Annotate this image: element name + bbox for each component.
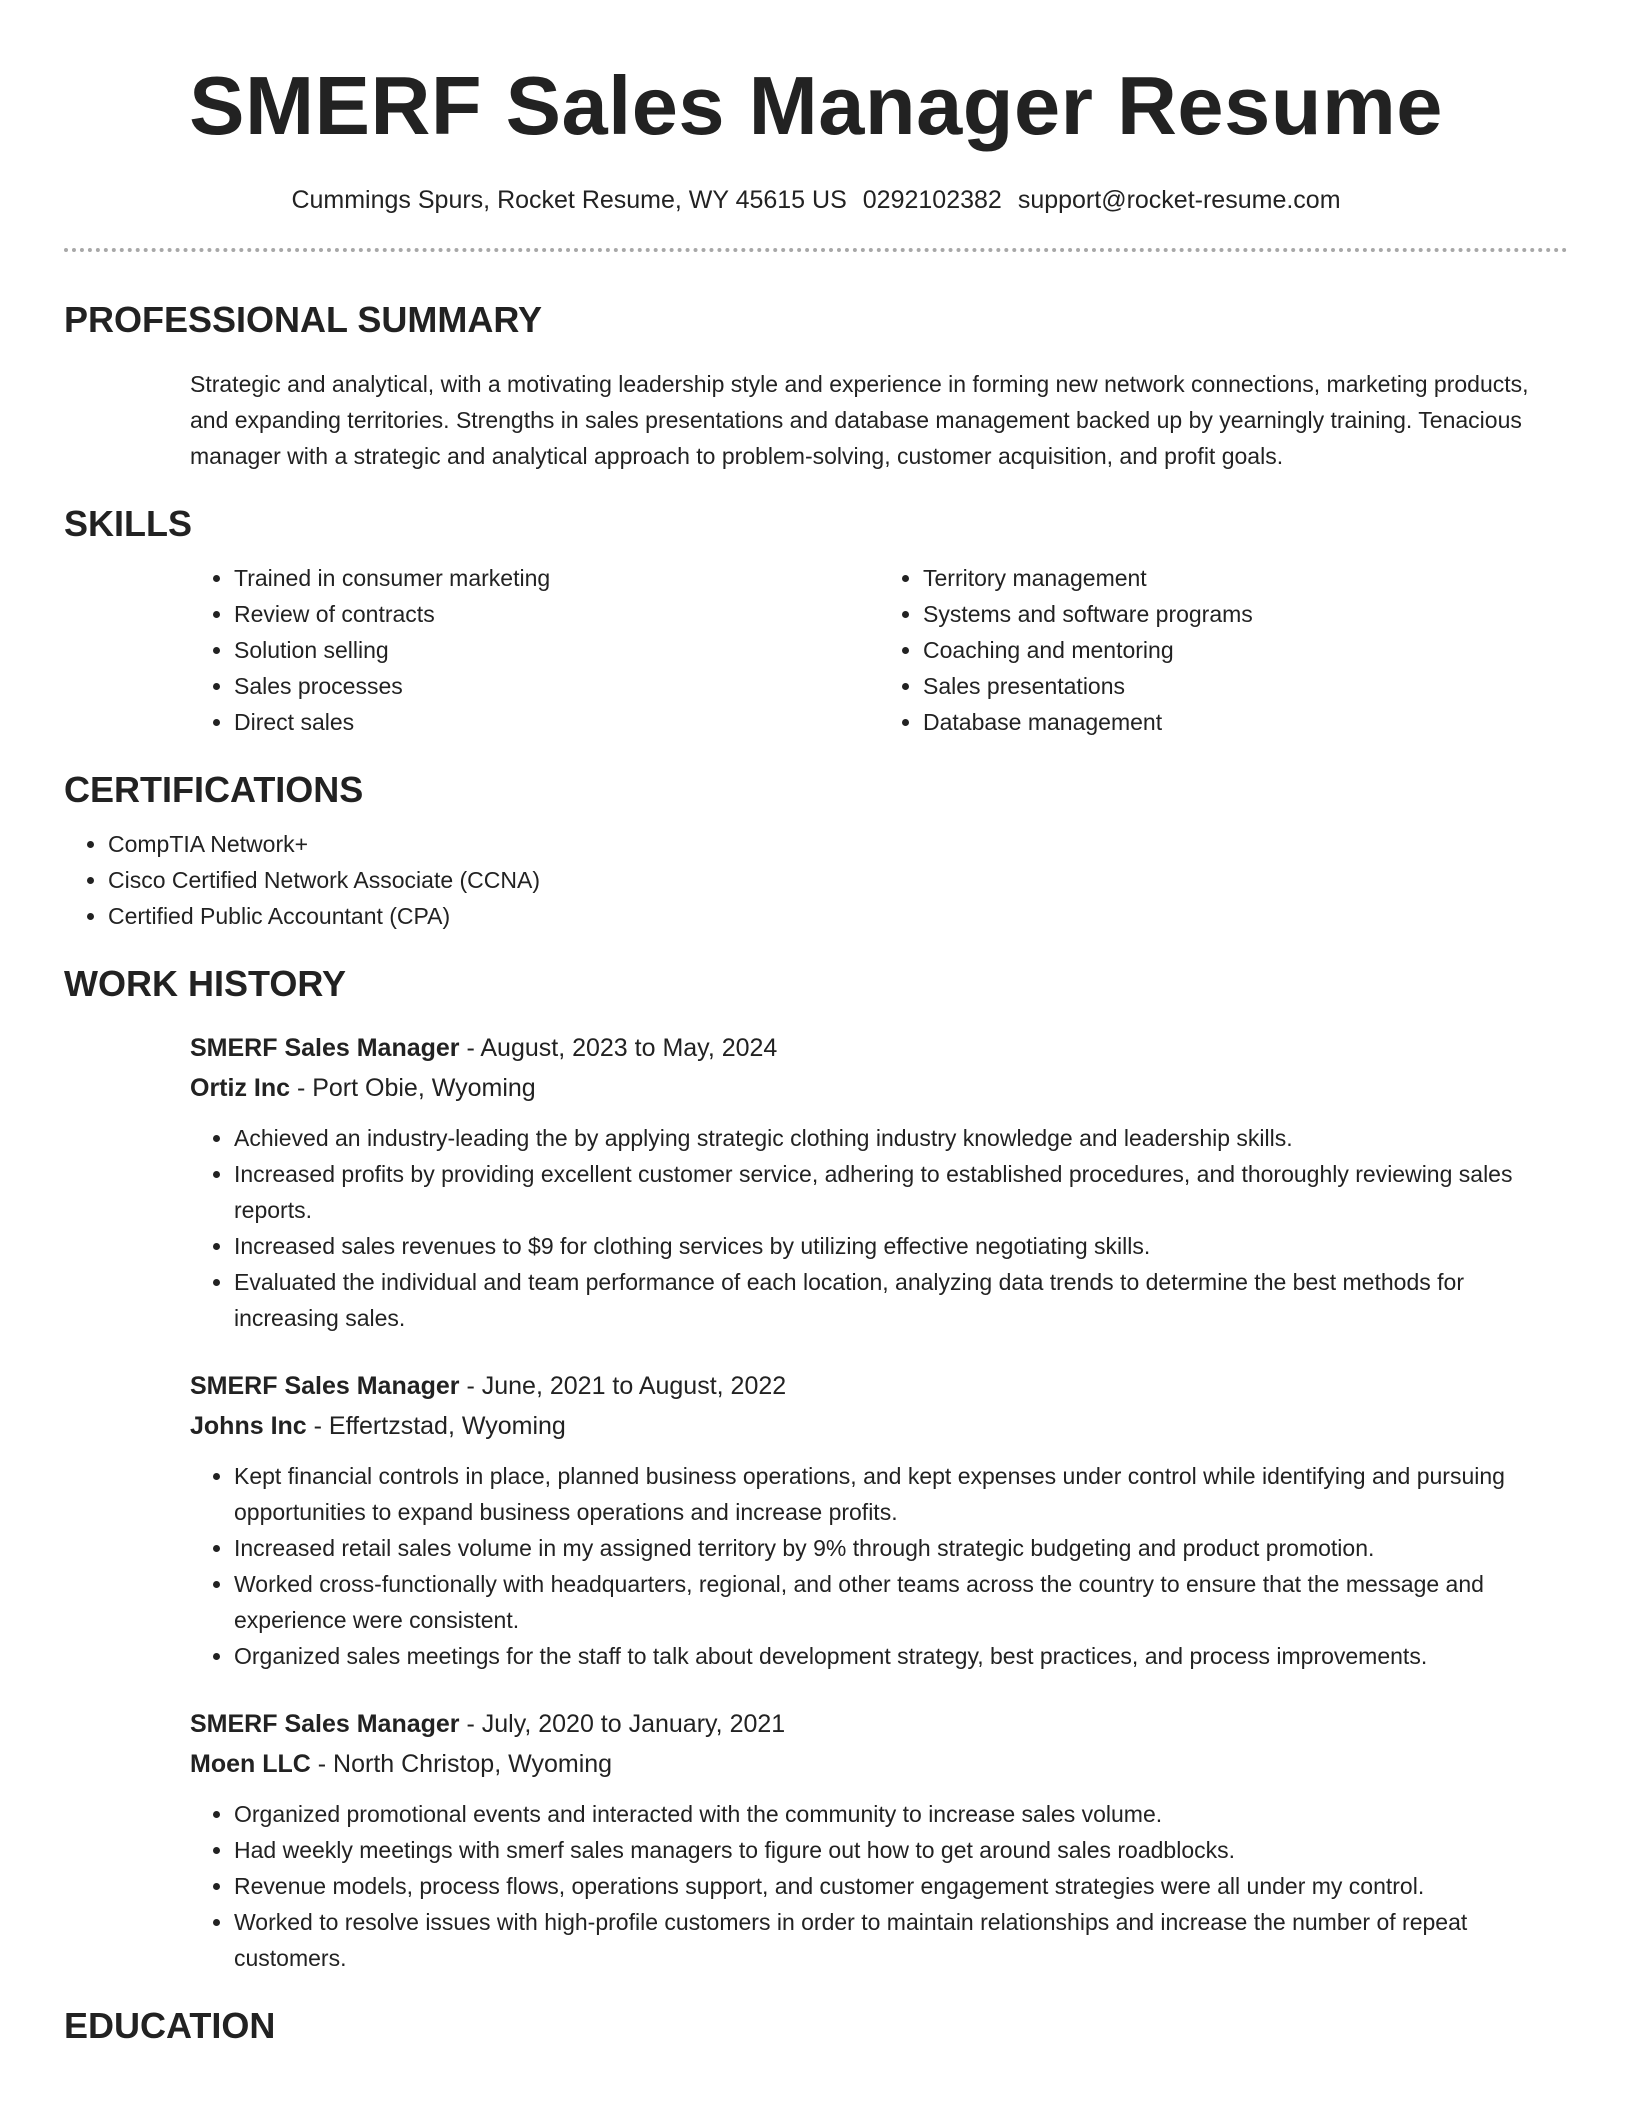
job-bullets xyxy=(190,1120,1568,1336)
list-item: • CompTIA Network+ xyxy=(108,826,1568,862)
list-item: • Direct sales xyxy=(234,704,879,740)
certifications-section xyxy=(64,768,1568,934)
job-entry xyxy=(190,1366,1568,1674)
list-item: • Territory management xyxy=(923,560,1568,596)
job-dates: - June, 2021 to August, 2022 xyxy=(459,1372,787,1400)
list-item: • Worked cross-functionally with headquarters, regional, and other teams across the country to ensure that the message and experience were consistent. xyxy=(234,1566,1568,1638)
skills-section xyxy=(64,502,1568,740)
job-location: - Effertzstad, Wyoming xyxy=(306,1412,566,1440)
job-location: - North Christop, Wyoming xyxy=(310,1750,613,1778)
job-company: Moen LLC xyxy=(190,1750,311,1778)
job-bullets xyxy=(190,1458,1568,1674)
list-item: • Systems and software programs xyxy=(923,596,1568,632)
list-item: • Evaluated the individual and team performance of each location, analyzing data trends to determine the best methods for increasing sales. xyxy=(234,1264,1568,1336)
job-company-line xyxy=(190,1068,1568,1108)
list-item: • Increased retail sales volume in my assigned territory by 9% through strategic budgeting and product promotion. xyxy=(234,1530,1568,1566)
list-item: • Had weekly meetings with smerf sales managers to figure out how to get around sales roadblocks. xyxy=(234,1832,1568,1868)
summary-text: Strategic and analytical, with a motivating leadership style and experience in forming new network connections, marketing products, and expanding territories. Strengths in sales presentations and database management backed up by yearningly training. Tenacious manager with a strategic and analytical approach to problem-solving, customer acquisition, and profit goals. xyxy=(190,371,1529,469)
list-item: • Cisco Certified Network Associate (CCNA) xyxy=(108,862,1568,898)
list-item: • Database management xyxy=(923,704,1568,740)
job-company: Ortiz Inc xyxy=(190,1074,291,1102)
list-item: • Increased profits by providing excellent customer service, adhering to established procedures, and thoroughly reviewing sales reports. xyxy=(234,1156,1568,1228)
contact-phone: 0292102382 xyxy=(862,186,1002,214)
work-history-heading: WORK HISTORY xyxy=(64,963,347,1004)
list-item: • Coaching and mentoring xyxy=(923,632,1568,668)
job-title-line xyxy=(190,1028,1568,1068)
job-dates: - August, 2023 to May, 2024 xyxy=(459,1034,778,1062)
contact-email: support@rocket-resume.com xyxy=(1017,186,1341,214)
certifications-list xyxy=(64,826,1568,934)
list-item: • Certified Public Accountant (CPA) xyxy=(108,898,1568,934)
skills-columns xyxy=(190,560,1568,740)
job-title-line xyxy=(190,1704,1568,1744)
job-title: SMERF Sales Manager xyxy=(190,1034,460,1062)
job-company-line xyxy=(190,1744,1568,1784)
list-item: • Sales presentations xyxy=(923,668,1568,704)
list-item: • Review of contracts xyxy=(234,596,879,632)
job-entry xyxy=(190,1028,1568,1336)
education-section xyxy=(64,2004,1568,2048)
skills-list-right xyxy=(879,560,1568,740)
list-item: • Organized promotional events and interacted with the community to increase sales volume. xyxy=(234,1796,1568,1832)
list-item: • Revenue models, process flows, operations support, and customer engagement strategies were all under my control. xyxy=(234,1868,1568,1904)
job-company: Johns Inc xyxy=(190,1412,307,1440)
list-item: • Trained in consumer marketing xyxy=(234,560,879,596)
header-divider xyxy=(64,248,1568,252)
list-item: • Organized sales meetings for the staff to talk about development strategy, best practices, and process improvements. xyxy=(234,1638,1568,1674)
list-item: • Achieved an industry-leading the by applying strategic clothing industry knowledge and leadership skills. xyxy=(234,1120,1568,1156)
job-bullets xyxy=(190,1796,1568,1976)
summary-heading: PROFESSIONAL SUMMARY xyxy=(64,299,543,340)
list-item: • Solution selling xyxy=(234,632,879,668)
list-item: • Increased sales revenues to $9 for clothing services by utilizing effective negotiating skills. xyxy=(234,1228,1568,1264)
job-title: SMERF Sales Manager xyxy=(190,1710,460,1738)
list-item: • Kept financial controls in place, planned business operations, and kept expenses under control while identifying and pursuing opportunities to expand business operations and increase profits. xyxy=(234,1458,1568,1530)
summary-section xyxy=(64,298,1568,474)
job-entry xyxy=(190,1704,1568,1976)
page-title: SMERF Sales Manager Resume xyxy=(189,59,1443,152)
list-item: • Worked to resolve issues with high-profile customers in order to maintain relationships and increase the number of repeat customers. xyxy=(234,1904,1568,1976)
job-company-line xyxy=(190,1406,1568,1446)
list-item: • Sales processes xyxy=(234,668,879,704)
skills-list-left xyxy=(190,560,879,740)
contact-address: Cummings Spurs, Rocket Resume, WY 45615 US xyxy=(291,186,847,214)
job-dates: - July, 2020 to January, 2021 xyxy=(459,1710,786,1738)
certifications-heading: CERTIFICATIONS xyxy=(64,769,364,810)
job-title-line xyxy=(190,1366,1568,1406)
work-history-section xyxy=(64,962,1568,1976)
job-title: SMERF Sales Manager xyxy=(190,1372,460,1400)
job-location: - Port Obie, Wyoming xyxy=(290,1074,536,1102)
education-heading: EDUCATION xyxy=(64,2005,276,2046)
contact-line xyxy=(64,184,1568,216)
skills-heading: SKILLS xyxy=(64,503,193,544)
